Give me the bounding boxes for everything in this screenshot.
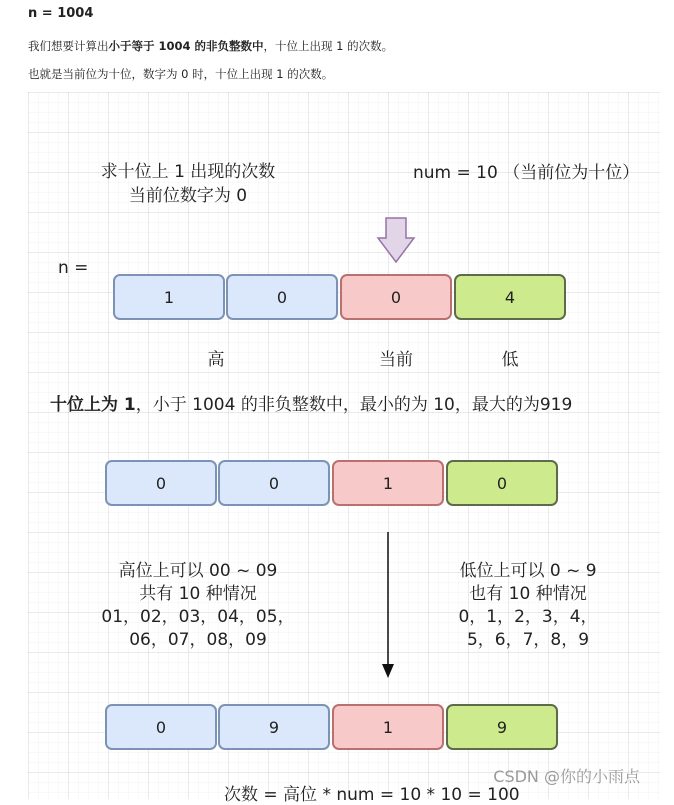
high-line-1: 高位上可以 00 ~ 09 (118, 561, 278, 581)
low-line-2: 也有 10 种情况 (469, 584, 587, 604)
p1-pre: 我们想要计算出 (28, 39, 109, 53)
low-explanation (428, 560, 628, 652)
intro-paragraph-2: 也就是当前位为十位，数字为 0 时，十位上出现 1 的次数。 (28, 67, 334, 81)
row3-digit-hundreds: 9 (218, 704, 330, 750)
row1-digit-hundreds: 0 (226, 274, 338, 320)
statement-bold: 十位上为 1 (50, 395, 136, 415)
num-label: num = 10 （当前位为十位） (413, 163, 640, 183)
statement-rest: ，小于 1004 的非负整数中，最小的为 10，最大的为919 (135, 395, 573, 415)
watermark: CSDN @你的小雨点 (493, 767, 640, 786)
intro-paragraph-1 (28, 38, 393, 54)
high-line-2: 共有 10 种情况 (139, 584, 257, 604)
low-line-3: 0，1，2，3，4， (458, 607, 598, 627)
question-line-1: 求十位上 1 出现的次数 (100, 162, 276, 182)
low-line-1: 低位上可以 0 ~ 9 (459, 561, 597, 581)
row1-digit-ones: 4 (454, 274, 566, 320)
row3-digit-thousands: 0 (105, 704, 217, 750)
low-line-4: 5，6，7，8，9 (466, 630, 590, 650)
page-title: n = 1004 (28, 6, 94, 21)
label-current: 当前 (379, 350, 413, 370)
statement (50, 390, 572, 415)
high-line-4: 06，07，08，09 (129, 630, 267, 650)
row1-digit-thousands: 1 (113, 274, 225, 320)
diagram-figure (28, 92, 660, 805)
p1-bold: 小于等于 1004 的非负整数中 (108, 39, 264, 53)
formula: 次数 = 高位 * num = 10 * 10 = 100 (224, 785, 520, 805)
label-high: 高 (207, 350, 225, 370)
row3-digit-ones: 9 (446, 704, 558, 750)
question-text (88, 160, 288, 208)
label-low: 低 (501, 350, 519, 370)
n-label: n = (58, 258, 89, 278)
arrow-down-line-icon (378, 532, 398, 682)
row2-digit-ones: 0 (446, 460, 558, 506)
row2-digit-hundreds: 0 (218, 460, 330, 506)
row3-digit-tens: 1 (332, 704, 444, 750)
high-explanation (98, 560, 298, 652)
question-line-2: 当前位数字为 0 (128, 186, 248, 206)
p1-post: ，十位上出现 1 的次数。 (263, 39, 394, 53)
row1-digit-tens: 0 (340, 274, 452, 320)
row2-digit-tens: 1 (332, 460, 444, 506)
down-arrow-icon (376, 216, 416, 266)
high-line-3: 01，02，03，04，05， (101, 607, 295, 627)
row2-digit-thousands: 0 (105, 460, 217, 506)
